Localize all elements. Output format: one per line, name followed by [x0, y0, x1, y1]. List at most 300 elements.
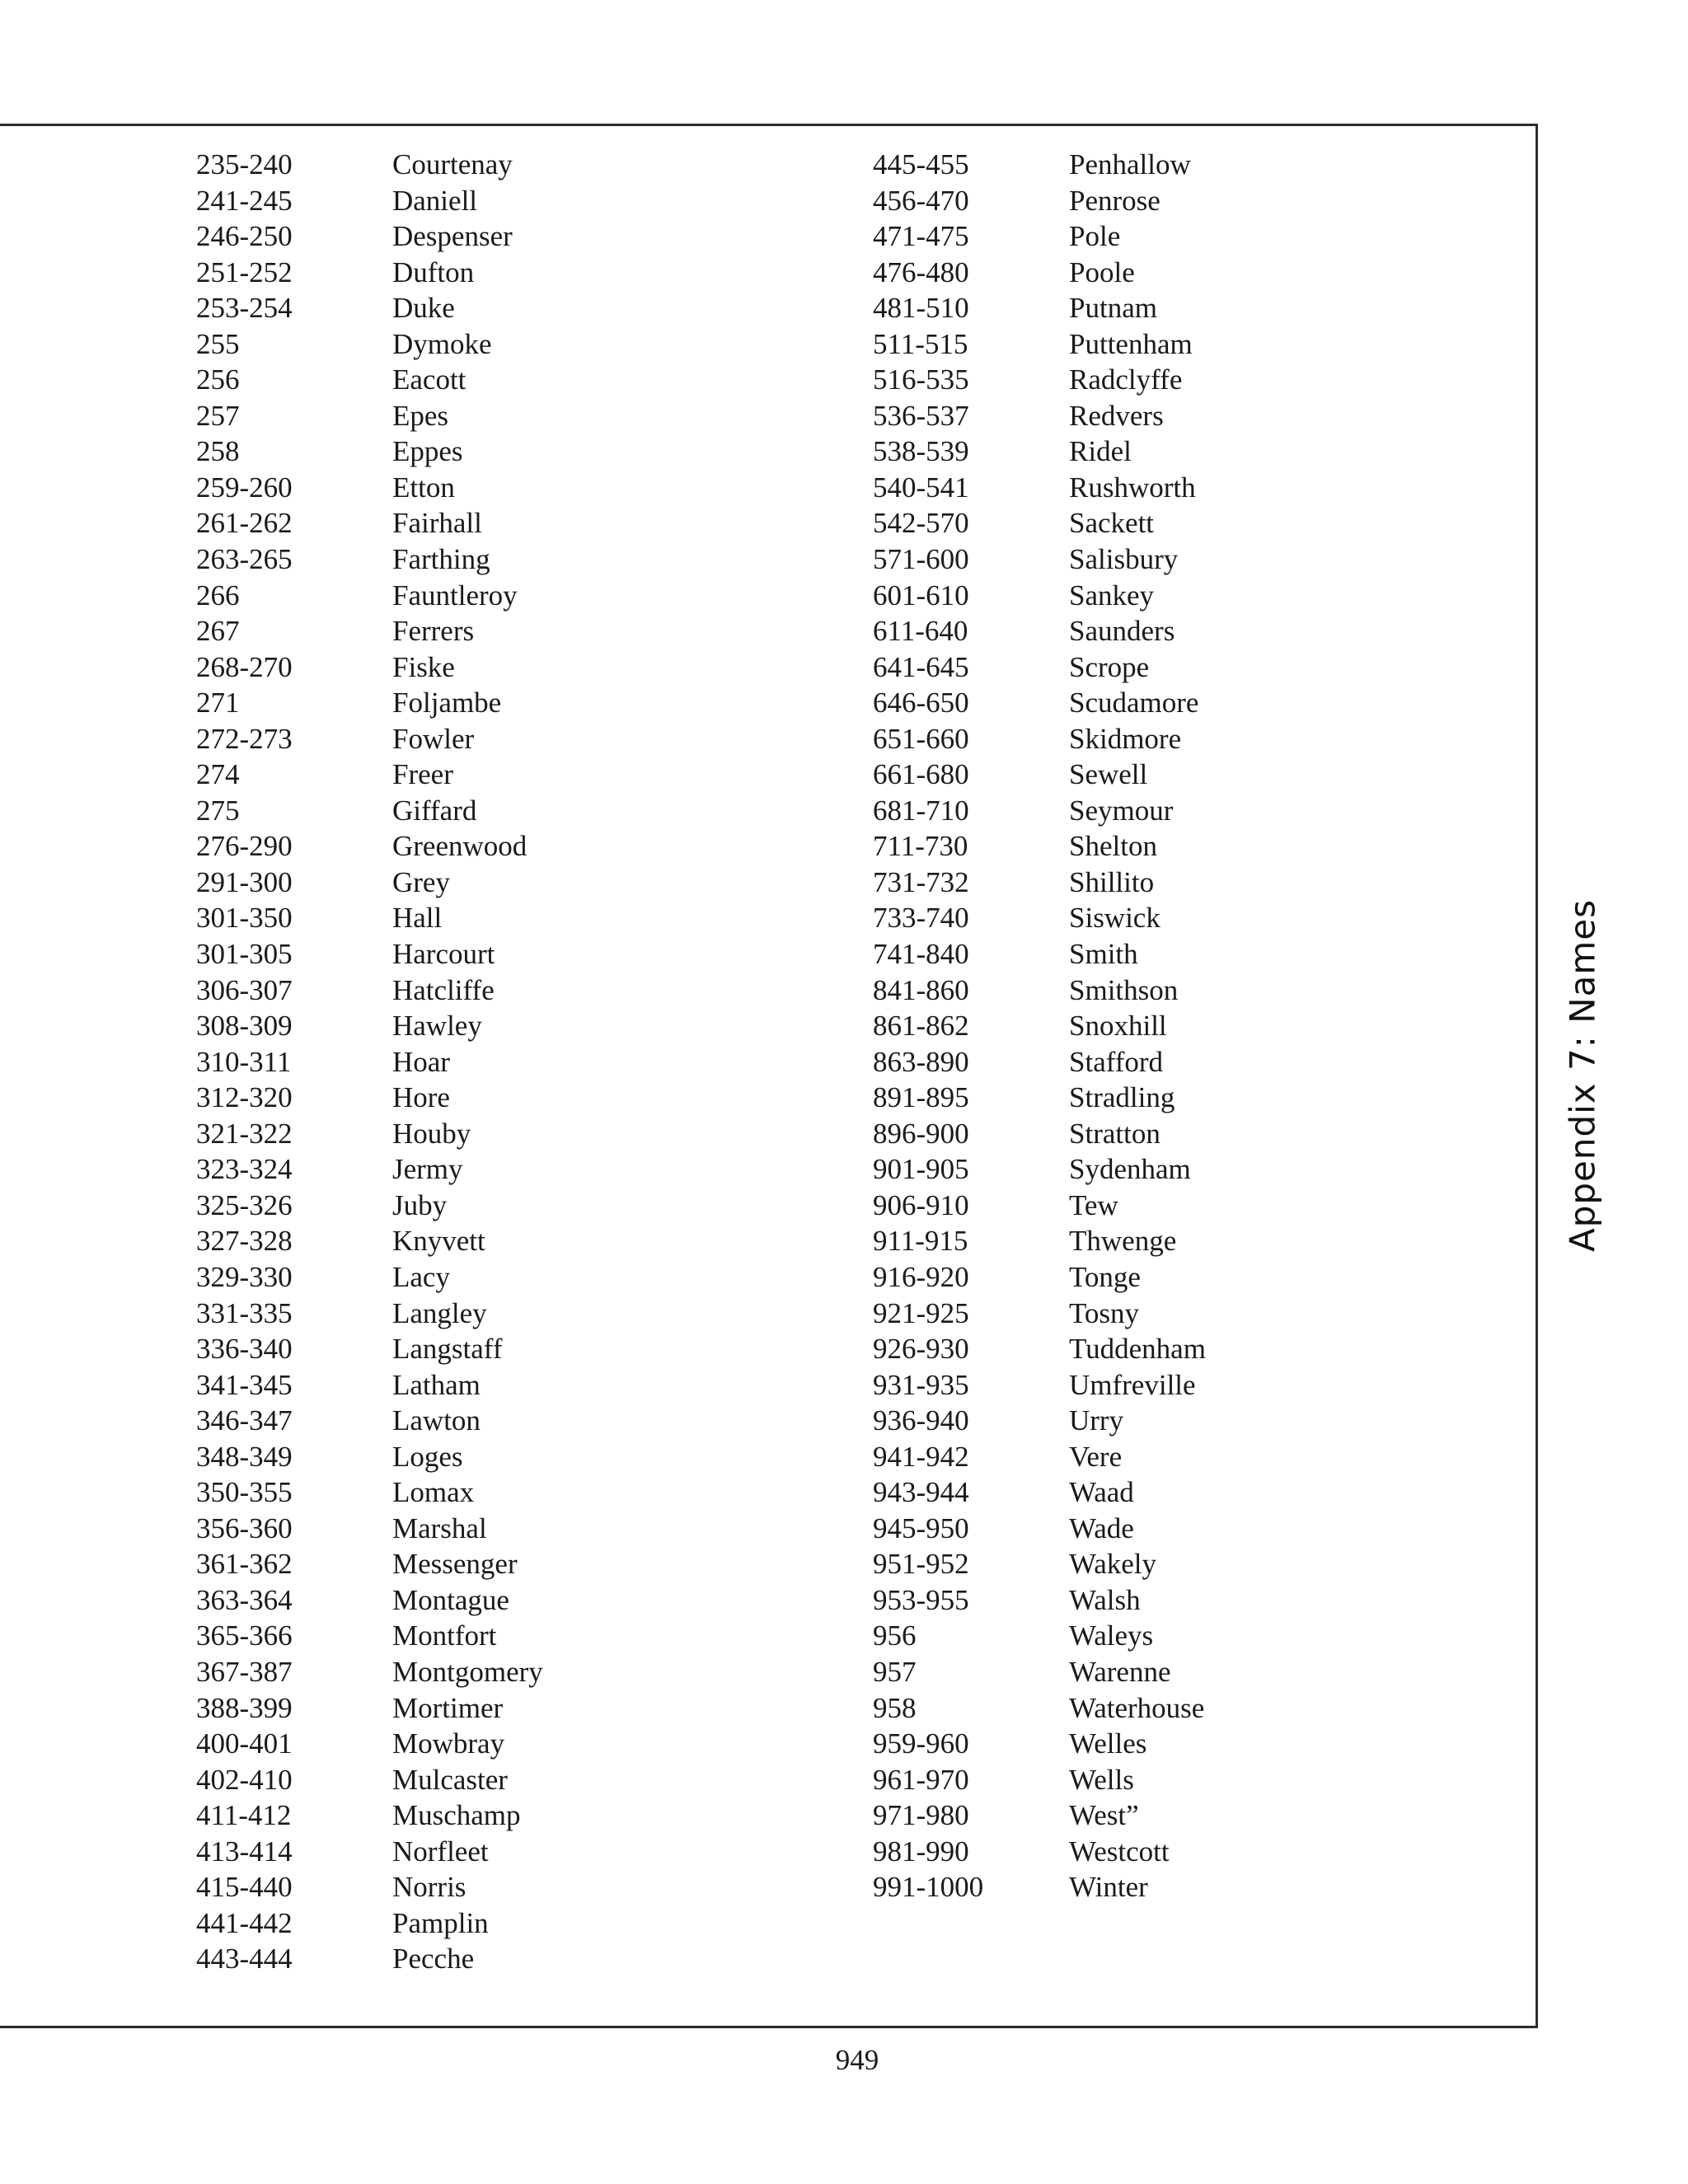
entry-number-range: 906-910	[873, 1188, 969, 1221]
entry-number-range: 711-730	[873, 830, 968, 863]
entry-surname: Waad	[1069, 1476, 1134, 1509]
entry-number-range: 241-245	[196, 184, 293, 217]
index-entry	[196, 1511, 543, 1547]
index-entry	[196, 1044, 543, 1080]
entry-number-range: 323-324	[196, 1153, 293, 1186]
entry-surname: Hoar	[392, 1045, 450, 1078]
index-entry	[873, 255, 1206, 291]
entry-number-range: 511-515	[873, 327, 968, 360]
index-entry	[873, 1367, 1206, 1404]
entry-number-range: 921-925	[873, 1296, 969, 1329]
entry-number-range: 267	[196, 615, 240, 648]
entry-number-range: 891-895	[873, 1081, 969, 1114]
entry-surname: Juby	[392, 1188, 448, 1221]
entry-number-range: 235-240	[196, 148, 293, 180]
index-entry	[873, 1296, 1206, 1332]
index-entry	[873, 1869, 1206, 1905]
entry-surname: Pole	[1069, 220, 1121, 253]
index-entry	[196, 362, 543, 398]
index-entry	[873, 1403, 1206, 1439]
index-entry	[873, 434, 1206, 470]
entry-number-range: 456-470	[873, 184, 969, 217]
entry-surname: Langley	[392, 1296, 487, 1329]
entry-surname: Hatcliffe	[392, 973, 495, 1006]
entry-number-range: 661-680	[873, 758, 969, 791]
index-entry	[873, 613, 1206, 649]
entry-number-range: 991-1000	[873, 1871, 984, 1904]
entry-surname: Smith	[1069, 938, 1138, 971]
entry-number-range: 981-990	[873, 1835, 969, 1868]
entry-surname: Snoxhill	[1069, 1010, 1167, 1043]
index-entry	[873, 326, 1206, 363]
entry-number-range: 274	[196, 758, 240, 791]
entry-surname: Skidmore	[1069, 722, 1182, 755]
index-entry	[196, 828, 543, 865]
entry-number-range: 441-442	[196, 1906, 293, 1939]
entry-number-range: 540-541	[873, 471, 969, 504]
index-entry	[196, 685, 543, 721]
index-entry	[196, 1331, 543, 1367]
index-entry	[873, 936, 1206, 972]
entry-number-range: 957	[873, 1655, 917, 1688]
entry-number-range: 276-290	[196, 830, 293, 863]
entry-surname: Eppes	[392, 435, 463, 468]
index-entry	[196, 1223, 543, 1259]
index-entry	[873, 1690, 1206, 1727]
index-entry	[196, 255, 543, 291]
entry-number-range: 651-660	[873, 722, 969, 755]
entry-number-range: 641-645	[873, 650, 969, 683]
index-entry	[196, 183, 543, 219]
index-entry	[873, 865, 1206, 901]
entry-surname: Poole	[1069, 255, 1135, 288]
entry-surname: Hall	[392, 902, 443, 935]
entry-number-range: 310-311	[196, 1045, 292, 1078]
entry-number-range: 413-414	[196, 1835, 293, 1868]
index-entry	[873, 1188, 1206, 1224]
appendix-side-title: Appendix 7: Names	[1562, 898, 1603, 1253]
index-entry	[873, 578, 1206, 614]
entry-number-range: 571-600	[873, 543, 969, 576]
index-entry	[196, 1546, 543, 1582]
index-entry	[196, 1941, 543, 1977]
entry-surname: Houby	[392, 1117, 471, 1150]
entry-number-range: 916-920	[873, 1260, 969, 1293]
index-entry	[196, 1654, 543, 1690]
entry-number-range: 943-944	[873, 1476, 969, 1509]
index-entry	[196, 505, 543, 541]
index-entry	[196, 757, 543, 793]
index-entry	[196, 434, 543, 470]
index-entry	[196, 398, 543, 434]
entry-surname: Shillito	[1069, 865, 1155, 898]
entry-number-range: 331-335	[196, 1296, 293, 1329]
entry-number-range: 911-915	[873, 1225, 968, 1258]
index-entry	[196, 613, 543, 649]
index-entry	[196, 290, 543, 326]
index-entry	[873, 1762, 1206, 1798]
entry-number-range: 896-900	[873, 1117, 969, 1150]
entry-surname: Fowler	[392, 722, 475, 755]
entry-number-range: 308-309	[196, 1010, 293, 1043]
name-index-column-left	[196, 147, 543, 1977]
entry-number-range: 329-330	[196, 1260, 293, 1293]
entry-number-range: 542-570	[873, 507, 969, 540]
entry-surname: Welles	[1069, 1727, 1147, 1760]
index-entry	[196, 1296, 543, 1332]
entry-surname: Penrose	[1069, 184, 1160, 217]
index-entry	[873, 1439, 1206, 1475]
entry-number-range: 481-510	[873, 292, 969, 325]
entry-surname: Mortimer	[392, 1691, 504, 1724]
entry-number-range: 325-326	[196, 1188, 293, 1221]
entry-surname: Walsh	[1069, 1583, 1141, 1616]
index-entry	[873, 1044, 1206, 1080]
entry-surname: Fauntleroy	[392, 579, 518, 612]
index-entry	[196, 1259, 543, 1296]
entry-surname: Rushworth	[1069, 471, 1196, 504]
entry-surname: Salisbury	[1069, 543, 1179, 576]
entry-surname: Dymoke	[392, 327, 492, 360]
entry-surname: Harcourt	[392, 938, 495, 971]
index-entry	[196, 865, 543, 901]
entry-surname: Despenser	[392, 220, 513, 253]
entry-number-range: 959-960	[873, 1727, 969, 1760]
index-entry	[873, 1797, 1206, 1834]
index-entry	[196, 1618, 543, 1654]
index-entry	[196, 1582, 543, 1619]
index-entry	[873, 685, 1206, 721]
index-entry	[196, 218, 543, 255]
entry-surname: Scrope	[1069, 650, 1150, 683]
index-entry	[873, 505, 1206, 541]
entry-surname: Lacy	[392, 1260, 450, 1293]
entry-surname: Sewell	[1069, 758, 1148, 791]
entry-surname: Saunders	[1069, 615, 1175, 648]
entry-number-range: 400-401	[196, 1727, 293, 1760]
index-entry	[196, 1439, 543, 1475]
index-entry	[196, 1008, 543, 1044]
index-entry	[196, 1762, 543, 1798]
index-entry	[873, 721, 1206, 757]
entry-surname: Ridel	[1069, 435, 1132, 468]
entry-surname: Muschamp	[392, 1799, 521, 1832]
entry-number-range: 266	[196, 579, 240, 612]
entry-number-range: 476-480	[873, 255, 969, 288]
entry-number-range: 301-305	[196, 938, 293, 971]
entry-surname: Montfort	[392, 1619, 497, 1652]
entry-surname: Lomax	[392, 1476, 475, 1509]
entry-number-range: 926-930	[873, 1333, 969, 1366]
entry-surname: Eacott	[392, 363, 467, 396]
entry-number-range: 261-262	[196, 507, 293, 540]
entry-number-range: 516-535	[873, 363, 969, 396]
entry-number-range: 956	[873, 1619, 917, 1652]
entry-surname: Courtenay	[392, 148, 513, 180]
index-entry	[873, 290, 1206, 326]
entry-number-range: 363-364	[196, 1583, 293, 1616]
entry-surname: Puttenham	[1069, 327, 1193, 360]
entry-surname: Umfreville	[1069, 1368, 1196, 1401]
entry-number-range: 901-905	[873, 1153, 969, 1186]
entry-surname: Marshal	[392, 1511, 487, 1544]
entry-number-range: 861-862	[873, 1010, 969, 1043]
entry-surname: Fiske	[392, 650, 455, 683]
index-entry	[196, 900, 543, 936]
entry-number-range: 945-950	[873, 1511, 969, 1544]
entry-number-range: 350-355	[196, 1476, 293, 1509]
index-entry	[196, 1834, 543, 1870]
index-entry	[873, 828, 1206, 865]
entry-surname: Norfleet	[392, 1835, 489, 1868]
index-entry	[873, 1151, 1206, 1188]
index-entry	[196, 470, 543, 506]
entry-number-range: 733-740	[873, 902, 969, 935]
entry-surname: Wells	[1069, 1763, 1134, 1796]
entry-surname: Smithson	[1069, 973, 1179, 1006]
index-entry	[873, 1008, 1206, 1044]
entry-surname: West”	[1069, 1799, 1139, 1832]
entry-surname: Latham	[392, 1368, 481, 1401]
index-entry	[873, 1618, 1206, 1654]
entry-surname: Winter	[1069, 1871, 1148, 1904]
entry-surname: Epes	[392, 399, 449, 432]
entry-surname: Siswick	[1069, 902, 1160, 935]
entry-surname: Wakely	[1069, 1548, 1157, 1581]
entry-number-range: 731-732	[873, 865, 969, 898]
entry-surname: Sydenham	[1069, 1153, 1191, 1186]
index-entry	[873, 793, 1206, 829]
entry-surname: Foljambe	[392, 687, 502, 719]
entry-number-range: 951-952	[873, 1548, 969, 1581]
entry-surname: Montgomery	[392, 1655, 543, 1688]
entry-number-range: 953-955	[873, 1583, 969, 1616]
index-entry	[196, 936, 543, 972]
entry-surname: Hawley	[392, 1010, 482, 1043]
index-entry	[196, 649, 543, 686]
index-entry	[873, 1331, 1206, 1367]
entry-surname: Pecche	[392, 1943, 475, 1975]
entry-number-range: 346-347	[196, 1404, 293, 1437]
entry-number-range: 312-320	[196, 1081, 293, 1114]
entry-surname: Grey	[392, 865, 450, 898]
entry-number-range: 361-362	[196, 1548, 293, 1581]
entry-number-range: 256	[196, 363, 240, 396]
entry-number-range: 841-860	[873, 973, 969, 1006]
entry-surname: Messenger	[392, 1548, 518, 1581]
index-entry	[196, 1905, 543, 1942]
entry-number-range: 611-640	[873, 615, 968, 648]
entry-surname: Ferrers	[392, 615, 475, 648]
entry-number-range: 253-254	[196, 292, 293, 325]
entry-surname: Wade	[1069, 1511, 1134, 1544]
entry-surname: Thwenge	[1069, 1225, 1177, 1258]
index-entry	[196, 541, 543, 578]
entry-number-range: 402-410	[196, 1763, 293, 1796]
entry-number-range: 443-444	[196, 1943, 293, 1975]
index-entry	[873, 470, 1206, 506]
entry-number-range: 259-260	[196, 471, 293, 504]
entry-number-range: 321-322	[196, 1117, 293, 1150]
entry-number-range: 536-537	[873, 399, 969, 432]
entry-number-range: 958	[873, 1691, 917, 1724]
entry-surname: Langstaff	[392, 1333, 503, 1366]
index-entry	[873, 1654, 1206, 1690]
entry-surname: Farthing	[392, 543, 490, 576]
entry-number-range: 931-935	[873, 1368, 969, 1401]
entry-number-range: 272-273	[196, 722, 293, 755]
entry-number-range: 356-360	[196, 1511, 293, 1544]
entry-surname: Pamplin	[392, 1906, 489, 1939]
entry-number-range: 251-252	[196, 255, 293, 288]
entry-surname: Tonge	[1069, 1260, 1141, 1293]
index-entry	[196, 1188, 543, 1224]
entry-number-range: 341-345	[196, 1368, 293, 1401]
index-entry	[873, 362, 1206, 398]
index-entry	[873, 972, 1206, 1009]
entry-surname: Etton	[392, 471, 455, 504]
entry-surname: Putnam	[1069, 292, 1157, 325]
entry-surname: Mowbray	[392, 1727, 505, 1760]
entry-number-range: 327-328	[196, 1225, 293, 1258]
index-entry	[873, 1223, 1206, 1259]
index-entry	[196, 1403, 543, 1439]
entry-number-range: 941-942	[873, 1440, 969, 1473]
entry-number-range: 411-412	[196, 1799, 292, 1832]
index-entry	[196, 1869, 543, 1905]
entry-number-range: 415-440	[196, 1871, 293, 1904]
entry-number-range: 291-300	[196, 865, 293, 898]
entry-surname: Waterhouse	[1069, 1691, 1205, 1724]
entry-number-range: 336-340	[196, 1333, 293, 1366]
index-entry	[873, 900, 1206, 936]
entry-number-range: 367-387	[196, 1655, 293, 1688]
entry-surname: Shelton	[1069, 830, 1157, 863]
index-entry	[196, 972, 543, 1009]
page-number: 949	[835, 2044, 879, 2076]
index-entry	[873, 757, 1206, 793]
entry-surname: Sankey	[1069, 579, 1155, 612]
entry-number-range: 263-265	[196, 543, 293, 576]
entry-surname: Norris	[392, 1871, 467, 1904]
entry-number-range: 971-980	[873, 1799, 969, 1832]
entry-surname: Vere	[1069, 1440, 1123, 1473]
index-entry	[873, 218, 1206, 255]
entry-number-range: 301-350	[196, 902, 293, 935]
entry-surname: Sackett	[1069, 507, 1155, 540]
index-entry	[873, 1546, 1206, 1582]
entry-surname: Loges	[392, 1440, 463, 1473]
entry-number-range: 445-455	[873, 148, 969, 180]
index-entry	[873, 1259, 1206, 1296]
entry-number-range: 538-539	[873, 435, 969, 468]
entry-number-range: 275	[196, 794, 240, 827]
entry-number-range: 681-710	[873, 794, 969, 827]
entry-number-range: 268-270	[196, 650, 293, 683]
index-entry	[196, 1116, 543, 1152]
index-entry	[196, 721, 543, 757]
entry-number-range: 961-970	[873, 1763, 969, 1796]
entry-surname: Stratton	[1069, 1117, 1160, 1150]
index-entry	[196, 1367, 543, 1404]
entry-number-range: 348-349	[196, 1440, 293, 1473]
entry-surname: Hore	[392, 1081, 450, 1114]
index-entry	[196, 1690, 543, 1727]
entry-number-range: 255	[196, 327, 240, 360]
index-entry	[873, 649, 1206, 686]
entry-number-range: 306-307	[196, 973, 293, 1006]
entry-surname: Jermy	[392, 1153, 463, 1186]
entry-number-range: 246-250	[196, 220, 293, 253]
entry-number-range: 863-890	[873, 1045, 969, 1078]
index-entry	[873, 1511, 1206, 1547]
index-entry	[873, 541, 1206, 578]
index-entry	[196, 578, 543, 614]
index-entry	[196, 1726, 543, 1762]
entry-surname: Greenwood	[392, 830, 528, 863]
entry-number-range: 936-940	[873, 1404, 969, 1437]
entry-surname: Urry	[1069, 1404, 1124, 1437]
index-entry	[873, 398, 1206, 434]
index-entry	[873, 183, 1206, 219]
index-entry	[196, 147, 543, 183]
index-entry	[196, 326, 543, 363]
name-index-column-right	[873, 147, 1206, 1905]
entry-surname: Dufton	[392, 255, 475, 288]
entry-surname: Tew	[1069, 1188, 1118, 1221]
index-entry	[873, 1080, 1206, 1116]
index-entry	[196, 1474, 543, 1511]
entry-number-range: 741-840	[873, 938, 969, 971]
index-entry	[873, 1834, 1206, 1870]
index-entry	[196, 793, 543, 829]
entry-surname: Fairhall	[392, 507, 482, 540]
entry-number-range: 471-475	[873, 220, 969, 253]
index-entry	[873, 147, 1206, 183]
index-entry	[196, 1797, 543, 1834]
entry-surname: Tuddenham	[1069, 1333, 1206, 1366]
entry-surname: Scudamore	[1069, 687, 1199, 719]
entry-surname: Tosny	[1069, 1296, 1140, 1329]
entry-number-range: 258	[196, 435, 240, 468]
entry-surname: Daniell	[392, 184, 478, 217]
index-entry	[196, 1080, 543, 1116]
entry-surname: Stafford	[1069, 1045, 1164, 1078]
entry-surname: Mulcaster	[392, 1763, 508, 1796]
entry-surname: Lawton	[392, 1404, 481, 1437]
entry-surname: Seymour	[1069, 794, 1174, 827]
index-entry	[873, 1474, 1206, 1511]
entry-surname: Knyvett	[392, 1225, 485, 1258]
entry-number-range: 601-610	[873, 579, 969, 612]
entry-surname: Freer	[392, 758, 453, 791]
index-entry	[873, 1116, 1206, 1152]
index-entry	[196, 1151, 543, 1188]
entry-surname: Duke	[392, 292, 455, 325]
entry-surname: Penhallow	[1069, 148, 1191, 180]
index-entry	[873, 1726, 1206, 1762]
entry-number-range: 271	[196, 687, 240, 719]
entry-surname: Redvers	[1069, 399, 1164, 432]
entry-surname: Waleys	[1069, 1619, 1154, 1652]
entry-surname: Montague	[392, 1583, 509, 1616]
index-entry	[873, 1582, 1206, 1619]
entry-number-range: 257	[196, 399, 240, 432]
entry-surname: Warenne	[1069, 1655, 1171, 1688]
entry-surname: Radclyffe	[1069, 363, 1183, 396]
entry-number-range: 388-399	[196, 1691, 293, 1724]
entry-number-range: 646-650	[873, 687, 969, 719]
